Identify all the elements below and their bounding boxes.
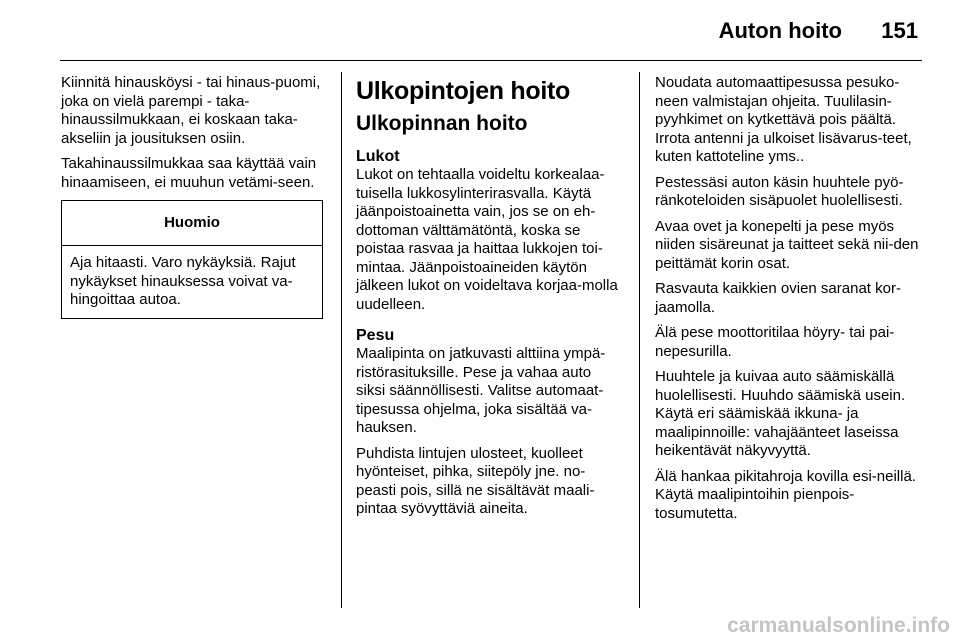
paragraph-tar-spots: Älä hankaa pikitahroja kovilla esi-neillä. Käytä maalipintoihin pienpois-tosumutetta. <box>655 467 916 522</box>
notice-box <box>61 200 323 319</box>
column-right <box>655 74 925 530</box>
paragraph-car-wash: Noudata automaattipesussa pesuko-neen valmistajan ohjeita. Tuulilasin-pyyhkimet on kytkettävä pois päältä. Irrota antenni ja ulkoiset lisävarus-teet, kuten kattoteline yms.. <box>655 74 912 165</box>
section-title: Auton hoito <box>718 18 842 43</box>
column-middle <box>356 74 624 526</box>
paragraph-wash-1: Maalipinta on jatkuvasti alttiina ympä-ristörasituksille. Pese ja vahaa auto siksi säännöllisesti. Valitse automaat-tipesussa ohjelma, joka sisältää va-hauksen. <box>356 345 606 436</box>
paragraph-towing-attach: Kiinnitä hinausköysi - tai hinaus-puomi, joka on vielä parempi - taka-hinaussilmukkaan, ei koskaan taka-akseliin ja jousituksen osiin. <box>61 74 321 147</box>
paragraph-engine-bay: Älä pese moottoritilaa höyry- tai pai-nepesurilla. <box>655 324 895 360</box>
column-divider-1 <box>341 72 342 608</box>
paragraph-wheel-housings: Pestessäsi auton käsin huuhtele pyö-ränkoteloiden sisäpuolet huolellisesti. <box>655 173 904 209</box>
section-heading: Ulkopinnan hoito <box>356 112 528 135</box>
watermark: carmanualsonline.info <box>727 614 950 637</box>
subheading-wash: Pesu <box>356 327 395 344</box>
paragraph-locks: Lukot on tehtaalla voideltu korkealaa-tuisella lukkosylinterirasvalla. Käytä jäänpoistoainetta vain, jos se on eh-dottoman välttämätöntä, koska se poistaa rasvaa ja haittaa lukkojen toi-mintaa. Jäänpoistoaineiden käytön jälkeen lukot on voideltava korjaa-molla uudelleen. <box>356 166 618 313</box>
notice-title: Huomio <box>62 201 322 246</box>
paragraph-wash-2: Puhdista lintujen ulosteet, kuolleet hyönteiset, pihka, siitepöly jne. no-peasti pois, sillä ne sisältävät maali-pintaa syövyttäviä aineita. <box>356 444 595 517</box>
column-left <box>61 74 326 319</box>
column-divider-2 <box>639 72 640 608</box>
chapter-heading: Ulkopintojen hoito <box>356 77 571 105</box>
paragraph-hinges: Rasvauta kaikkien ovien saranat kor-jaamolla. <box>655 280 901 316</box>
paragraph-chamois: Huuhtele ja kuivaa auto säämiskällä huolellisesti. Huuhdo säämiskä usein. Käytä eri säämiskää ikkuna- ja maalipinnoille: vahajäänteet laseissa heikentävät näkyvyyttä. <box>655 368 906 459</box>
paragraph-towing-eye: Takahinaussilmukkaa saa käyttää vain hinaamiseen, ei muuhun vetämi-seen. <box>61 155 317 191</box>
paragraph-doors: Avaa ovet ja konepelti ja pese myös niiden sisäreunat ja taitteet sekä nii-den peittämät korin osat. <box>655 217 919 272</box>
header-divider <box>60 60 922 61</box>
page-number: 151 <box>881 18 918 43</box>
subheading-locks: Lukot <box>356 148 400 165</box>
notice-text: Aja hitaasti. Varo nykäyksiä. Rajut nykäykset hinauksessa voivat va-hingoittaa autoa. <box>70 254 296 308</box>
